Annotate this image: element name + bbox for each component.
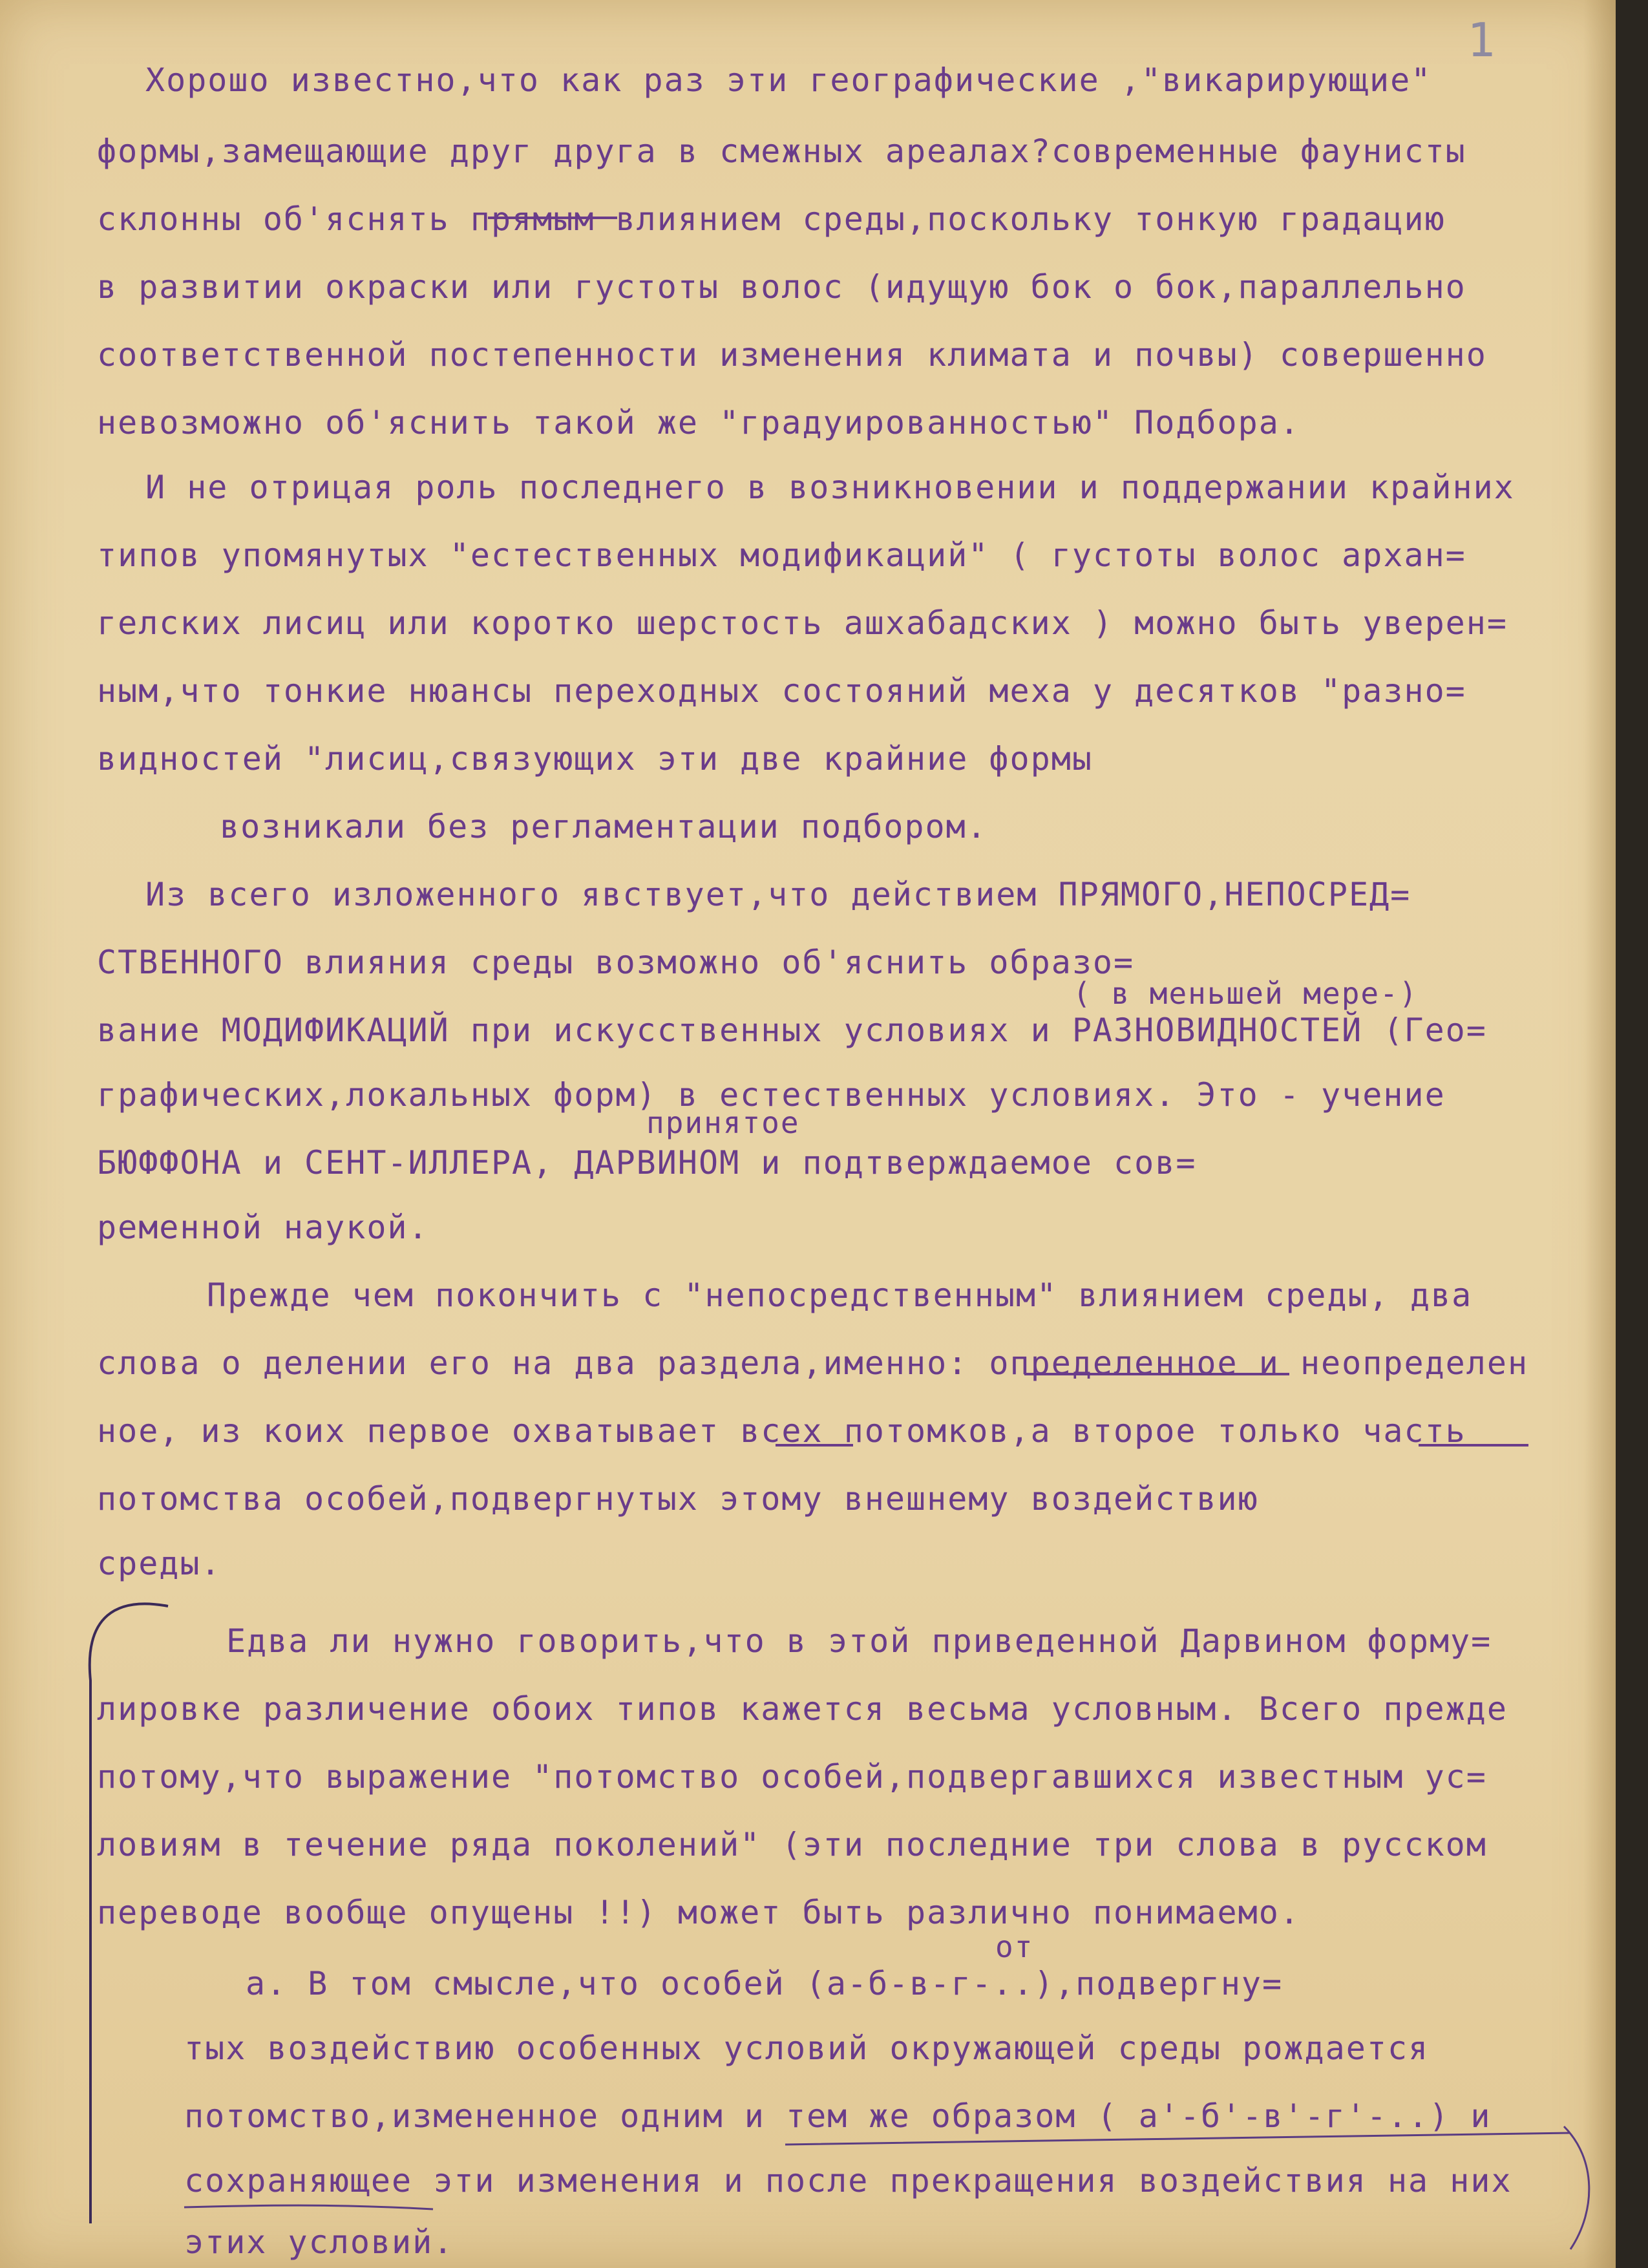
text-line: Хорошо известно,что как раз эти географические ,"викарирующие" [145, 61, 1432, 99]
text-line: вание МОДИФИКАЦИЙ при искусственных условиях и РАЗНОВИДНОСТЕЙ (Гео= [97, 1012, 1487, 1049]
text-line: Едва ли нужно говорить,что в этой приведенной Дарвином форму= [226, 1622, 1492, 1660]
text-line: невозможно об'яснить такой же "градуированностью" Подбора. [97, 404, 1300, 441]
text-line: этих условий. [184, 2223, 454, 2261]
typed-insertion: ( в меньшей мере-) [1073, 976, 1419, 1011]
text-line: а. В том смысле,что особей (а-б-в-г-..),подвергну= [246, 1965, 1284, 2002]
text-line: Прежде чем покончить с "непосредственным" влиянием среды, два [207, 1277, 1473, 1314]
underline-these-conditions [184, 2205, 433, 2209]
text-line: БЮФФОНА и СЕНТ-ИЛЛЕРА, ДАРВИНОМ и подтверждаемое сов= [97, 1144, 1197, 1182]
text-line: соответственной постепенности изменения климата и почвы) совершенно [97, 336, 1487, 374]
side-curve-mark [1564, 2126, 1589, 2249]
text-line: потомства особей,подвергнутых этому внешнему воздействию [97, 1480, 1259, 1518]
text-line: сохраняющее эти изменения и после прекращения воздействия на них [184, 2162, 1512, 2199]
text-line: формы,замещающие друг друга в смежных ареалах?современные фаунисты [97, 132, 1466, 170]
text-line: гелских лисиц или коротко шерстость ашхабадских ) можно быть уверен= [97, 604, 1508, 642]
text-line: Из всего изложенного явствует,что действием ПРЯМОГО,НЕПОСРЕД= [145, 876, 1411, 913]
text-line: возникали без регламентации подбором. [220, 808, 988, 845]
text-line: СТВЕННОГО влияния среды возможно об'яснить образо= [97, 944, 1135, 981]
text-line: видностей "лисиц,связующих эти две крайние формы [97, 740, 1093, 778]
text-line: склонны об'яснять прямым влиянием среды,поскольку тонкую градацию [97, 200, 1446, 238]
text-line: переводе вообще опущены !!) может быть различно понимаемо. [97, 1894, 1300, 1931]
text-line: типов упомянутых "естественных модификаций" ( густоты волос архан= [97, 536, 1466, 574]
text-line: потому,что выражение "потомство особей,подвергавшихся известным ус= [97, 1758, 1487, 1796]
text-line: И не отрицая роль последнего в возникновении и поддержании крайних [145, 469, 1515, 506]
text-line: среды. [97, 1545, 222, 1582]
text-line: ным,что тонкие нюансы переходных состояний меха у десятков "разно= [97, 672, 1466, 710]
text-line: графических,локальных форм) в естественных условиях. Это - учение [97, 1076, 1446, 1114]
text-line: лировке различение обоих типов кажется весьма условным. Всего прежде [97, 1690, 1508, 1728]
text-line: слова о делении его на два раздела,именно: определенное и неопределен [97, 1344, 1529, 1382]
text-line: потомство,измененное одним и тем же образом ( а'-б'-в'-г'-..) и [184, 2097, 1492, 2135]
typed-insertion: принятое [646, 1105, 800, 1140]
text-line: ременной наукой. [97, 1209, 429, 1246]
page-number: 1 [1467, 13, 1495, 67]
text-line: в развитии окраски или густоты волос (идущую бок о бок,параллельно [97, 268, 1466, 306]
typed-insertion: от [995, 1929, 1034, 1964]
text-line: ловиям в течение ряда поколений" (эти последние три слова в русском [97, 1826, 1487, 1863]
text-line: ное, из коих первое охватывает всех потомков,а второе только часть [97, 1412, 1466, 1450]
text-line: тых воздействию особенных условий окружающей среды рождается [184, 2030, 1430, 2067]
